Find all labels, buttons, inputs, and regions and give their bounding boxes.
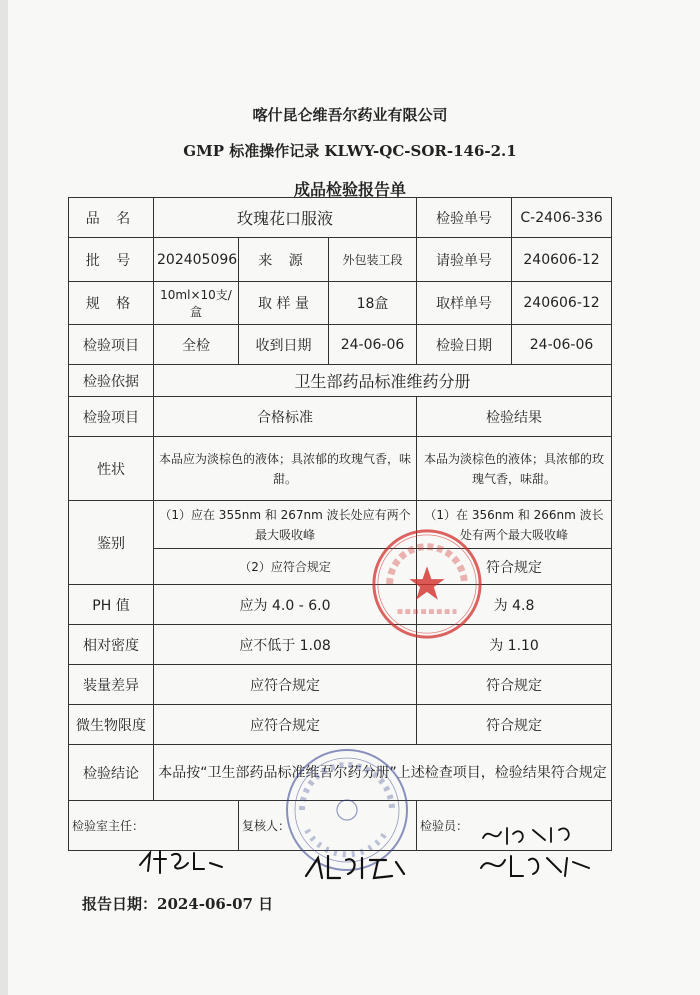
identification-standard-2: （2）应符合规定 <box>154 549 417 585</box>
appearance-standard: 本品应为淡棕色的液体；具浓郁的玫瑰气香，味甜。 <box>154 437 417 501</box>
table-row <box>69 325 612 365</box>
results-header-result: 检验结果 <box>417 397 612 437</box>
ph-standard: 应为 4.0 - 6.0 <box>154 585 417 625</box>
test-item-label: 检验项目 <box>69 325 154 365</box>
supervisor-cell <box>69 801 239 851</box>
received-date-label: 收到日期 <box>239 325 329 365</box>
results-header-standard: 合格标准 <box>154 397 417 437</box>
fill-variance-standard: 应符合规定 <box>154 665 417 705</box>
sample-no-value: 240606-12 <box>512 282 612 325</box>
form-title: 成品检验报告单 <box>293 180 406 199</box>
inspection-no-label: 检验单号 <box>417 198 512 238</box>
density-result: 为 1.10 <box>417 625 612 665</box>
identification-result-2: 符合规定 <box>417 549 612 585</box>
sample-qty-label: 取 样 量 <box>239 282 329 325</box>
company-name: 喀什昆仑维吾尔药业有限公司 <box>252 106 448 124</box>
table-row <box>69 501 612 549</box>
fill-variance-result: 符合规定 <box>417 665 612 705</box>
test-item-value: 全检 <box>154 325 239 365</box>
density-item: 相对密度 <box>69 625 154 665</box>
appearance-result: 本品为淡棕色的液体；具浓郁的玫瑰气香，味甜。 <box>417 437 612 501</box>
sample-no-label: 取样单号 <box>417 282 512 325</box>
microbial-result: 符合规定 <box>417 705 612 745</box>
results-header-item: 检验项目 <box>69 397 154 437</box>
table-row <box>69 585 612 625</box>
report-date: 报告日期：2024-06-07 日 <box>82 895 274 913</box>
identification-result-1: （1）在 356nm 和 266nm 波长处有两个最大吸收峰 <box>417 501 612 549</box>
inspect-date-label: 检验日期 <box>417 325 512 365</box>
supervisor-signature-icon <box>136 845 226 877</box>
spec-label: 规 格 <box>69 282 154 325</box>
source-label: 来 源 <box>239 238 329 282</box>
table-row <box>69 437 612 501</box>
table-row <box>69 238 612 282</box>
table-row <box>69 282 612 325</box>
table-row <box>69 665 612 705</box>
reviewer-label: 复核人： <box>242 819 291 833</box>
batch-value: 202405096 <box>154 238 239 282</box>
table-row <box>69 198 612 238</box>
basis-label: 检验依据 <box>69 365 154 397</box>
ph-result: 为 4.8 <box>417 585 612 625</box>
ph-item: PH 值 <box>69 585 154 625</box>
table-row <box>69 705 612 745</box>
table-row <box>69 397 612 437</box>
spec-value: 10ml×10支/盒 <box>154 282 239 325</box>
request-no-value: 240606-12 <box>512 238 612 282</box>
identification-standard-1: （1）应在 355nm 和 267nm 波长处应有两个最大吸收峰 <box>154 501 417 549</box>
conclusion-text: 本品按“卫生部药品标准维吾尔药分册”上述检查项目，检验结果符合规定 <box>154 745 612 801</box>
basis-value: 卫生部药品标准维药分册 <box>154 365 612 397</box>
inspection-no-value: C-2406-336 <box>512 198 612 238</box>
received-date-value: 24-06-06 <box>329 325 417 365</box>
batch-label: 批 号 <box>69 238 154 282</box>
identification-item: 鉴别 <box>69 501 154 585</box>
request-no-label: 请验单号 <box>417 238 512 282</box>
product-name-value: 玫瑰花口服液 <box>154 198 417 238</box>
microbial-item: 微生物限度 <box>69 705 154 745</box>
reviewer-signature-icon <box>300 848 410 882</box>
inspector-label: 检验员： <box>420 819 469 833</box>
source-value: 外包装工段 <box>329 238 417 282</box>
table-row <box>69 625 612 665</box>
product-name-label: 品 名 <box>69 198 154 238</box>
sample-qty-value: 18盒 <box>329 282 417 325</box>
fill-variance-item: 装量差异 <box>69 665 154 705</box>
document-code: GMP 标准操作记录 KLWY-QC-SOR-146-2.1 <box>183 142 517 160</box>
conclusion-item: 检验结论 <box>69 745 154 801</box>
density-standard: 应不低于 1.08 <box>154 625 417 665</box>
appearance-item: 性状 <box>69 437 154 501</box>
inspect-date-value: 24-06-06 <box>512 325 612 365</box>
inspector-signature-icon <box>475 818 595 882</box>
microbial-standard: 应符合规定 <box>154 705 417 745</box>
supervisor-label: 检验室主任： <box>72 819 145 833</box>
table-row <box>69 365 612 397</box>
red-company-stamp-icon <box>368 525 486 643</box>
